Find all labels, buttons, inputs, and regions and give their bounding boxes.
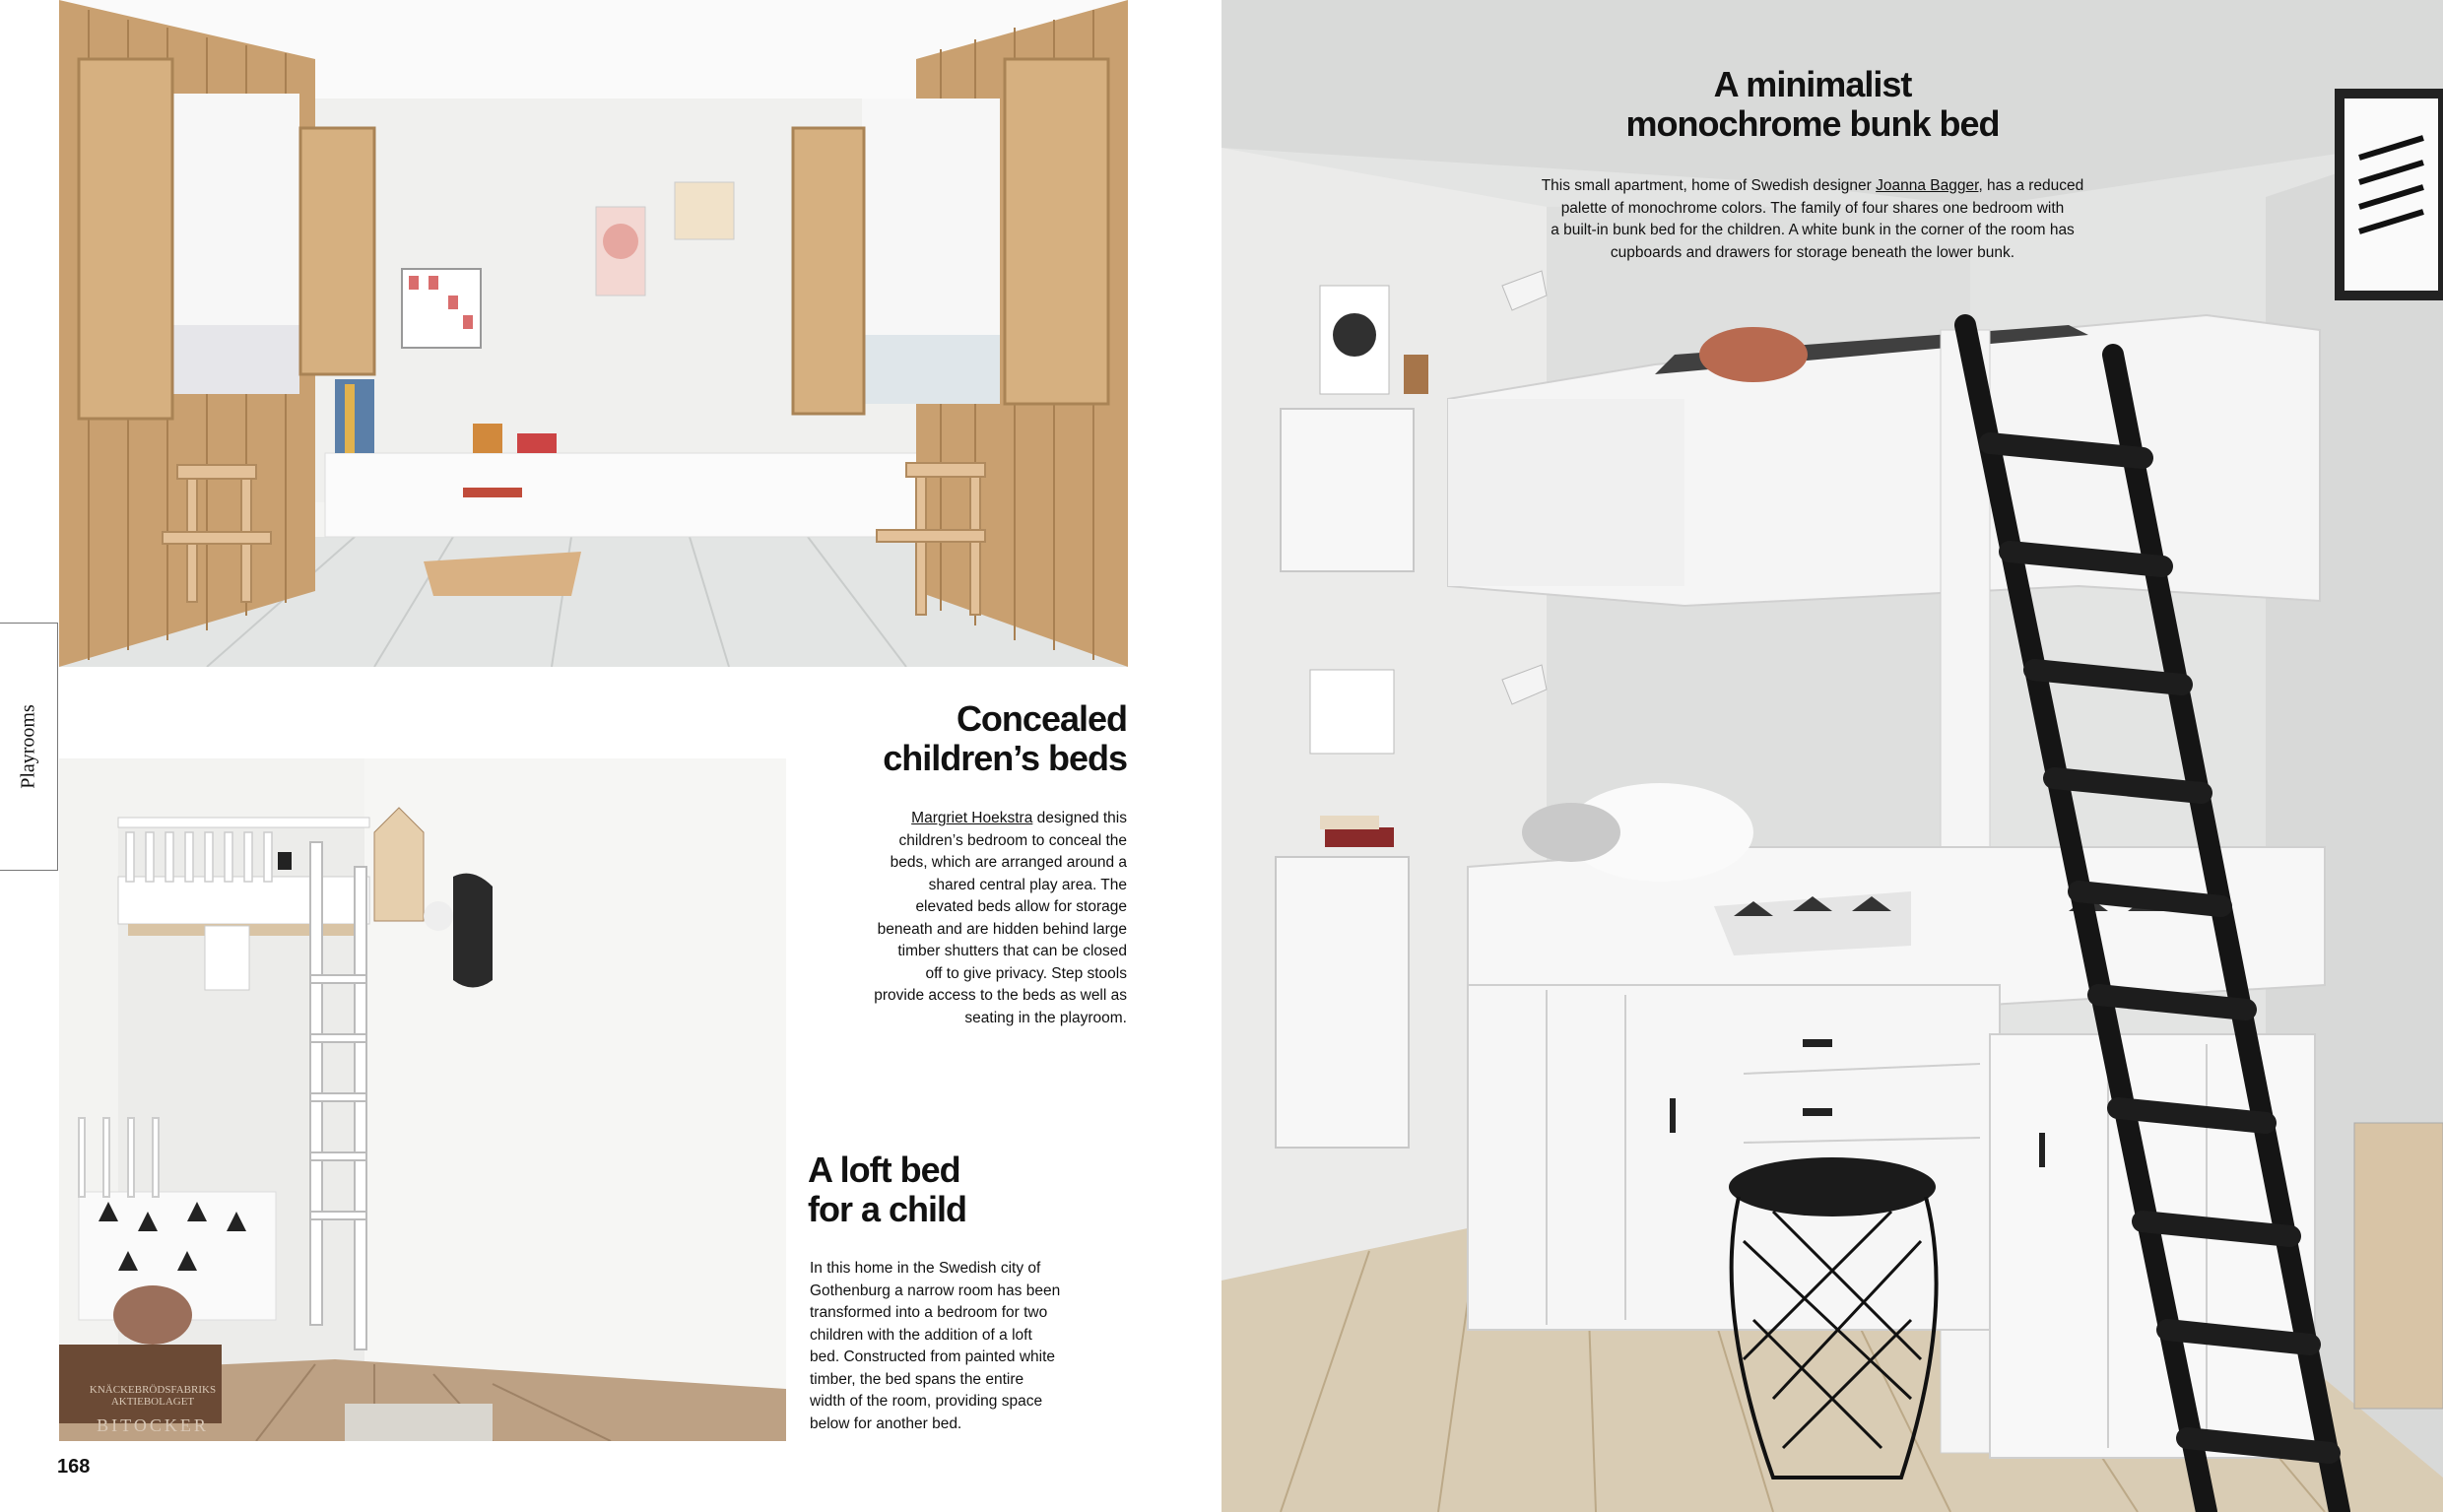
concealed-body-line: children’s bedroom to conceal the xyxy=(898,831,1127,849)
loft-body xyxy=(810,1258,1125,1435)
concealed-body-line-1 xyxy=(812,808,1127,830)
bunk-title-line-2: monochrome bunk bed xyxy=(1625,103,2000,145)
concealed-body-line: beds, which are arranged around a xyxy=(890,854,1127,871)
photo-loft-bed xyxy=(59,758,786,1441)
loft-title-line-2: for a child xyxy=(808,1189,967,1230)
loft-body-line: width of the room, providing space xyxy=(810,1393,1043,1410)
concealed-body-text: designed this xyxy=(1032,810,1127,826)
concealed-title-line-2: children’s beds xyxy=(883,738,1127,779)
bunk-body-text: This small apartment, home of Swedish designer xyxy=(1541,177,1877,194)
crate-text-line-1: KNÄCKEBRÖDSFABRIKS AKTIEBOLAGET xyxy=(89,1384,217,1408)
page-number: 168 xyxy=(57,1456,91,1478)
loft-body-line: Gothenburg a narrow room has been xyxy=(810,1282,1061,1299)
bunk-title-line-1: A minimalist xyxy=(1713,64,1912,104)
concealed-body-line: timber shutters that can be closed xyxy=(897,943,1127,959)
concealed-body-line: beneath and are hidden behind large xyxy=(877,920,1127,938)
section-tab xyxy=(0,623,58,871)
concealed-body-line: off to give privacy. Step stools xyxy=(925,964,1127,982)
bunk-body-line: palette of monochrome colors. The family of four shares one bedroom with xyxy=(1560,199,2065,217)
loft-body-line: bed. Constructed from painted white xyxy=(810,1348,1055,1365)
concealed-body-line: provide access to the beds as well as xyxy=(874,987,1127,1004)
bunk-title xyxy=(1566,65,2059,145)
crate-text xyxy=(79,1384,227,1436)
designer-link-bagger[interactable]: Joanna Bagger xyxy=(1876,177,1979,194)
bunk-body-line: a built-in bunk bed for the children. A white bunk in the corner of the room has xyxy=(1551,222,2075,238)
section-tab-label: Playrooms xyxy=(17,704,39,789)
photo-concealed-beds xyxy=(59,0,1128,667)
bunk-body xyxy=(1537,175,2088,264)
loft-body-line: timber, the bed spans the entire xyxy=(810,1370,1024,1388)
designer-link-hoekstra[interactable]: Margriet Hoekstra xyxy=(911,810,1033,826)
concealed-body-line: seating in the playroom. xyxy=(964,1009,1127,1026)
concealed-title-line-1: Concealed xyxy=(956,698,1127,739)
crate-text-line-2: BITOCKER xyxy=(97,1415,209,1435)
concealed-body-line: shared central play area. The xyxy=(928,876,1127,893)
concealed-body xyxy=(812,808,1127,1029)
bunk-body-text: , has a reduced xyxy=(1978,177,2084,194)
concealed-title xyxy=(883,699,1127,779)
loft-title-line-1: A loft bed xyxy=(808,1150,960,1190)
loft-body-line: children with the addition of a loft xyxy=(810,1326,1032,1344)
loft-body-line: In this home in the Swedish city of xyxy=(810,1260,1041,1277)
bunk-body-line: cupboards and drawers for storage beneath the lower bunk. xyxy=(1610,243,2015,261)
loft-title xyxy=(808,1150,966,1230)
bunk-body-line-1 xyxy=(1537,175,2088,198)
loft-body-line: transformed into a bedroom for two xyxy=(810,1304,1048,1321)
concealed-body-line: elevated beds allow for storage xyxy=(915,898,1127,915)
loft-body-line: below for another bed. xyxy=(810,1414,962,1432)
